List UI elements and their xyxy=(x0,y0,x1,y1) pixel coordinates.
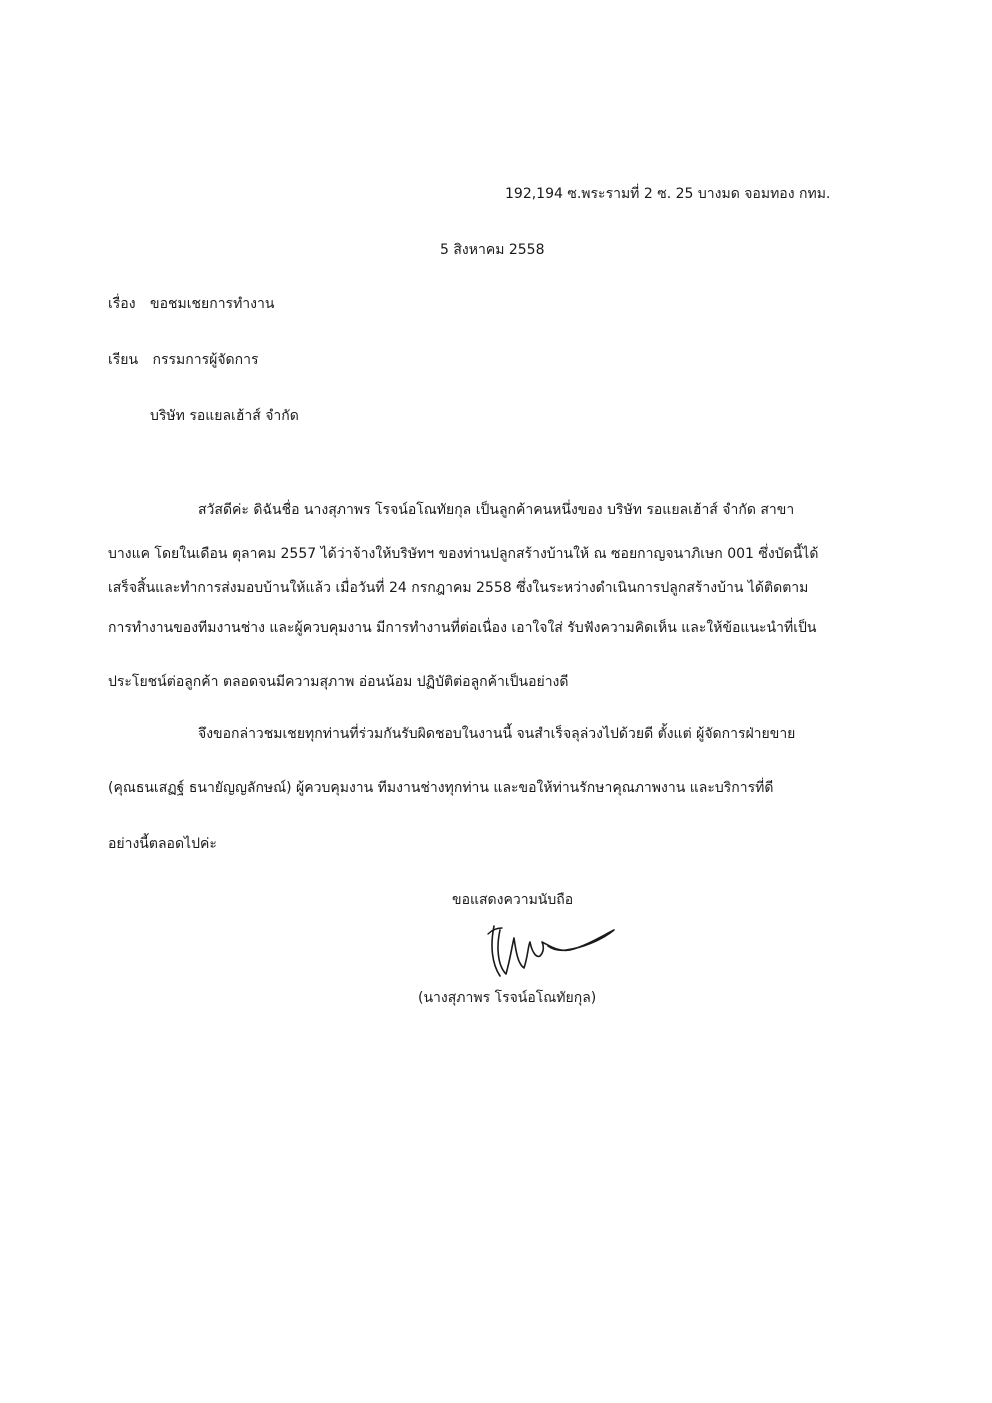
recipient-label: เรียน xyxy=(108,352,139,368)
signer-name: (นางสุภาพร โรจน์อโณทัยกุล) xyxy=(418,990,597,1006)
subject-line xyxy=(108,294,274,314)
body-line: สวัสดีค่ะ ดิฉันชื่อ นางสุภาพร โรจน์อโณทัยกุล เป็นลูกค้าคนหนึ่งของ บริษัท รอแยลเฮ้าส์ จำกัด สาขา xyxy=(198,502,795,518)
recipient-line xyxy=(108,350,259,370)
subject-label: เรื่อง xyxy=(108,296,136,312)
body-line: อย่างนี้ตลอดไปค่ะ xyxy=(108,836,217,852)
sender-address: 192,194 ซ.พระรามที่ 2 ซ. 25 บางมด จอมทอง กทม. xyxy=(505,186,831,202)
subject-text: ขอชมเชยการทำงาน xyxy=(150,296,275,312)
recipient-company: บริษัท รอแยลเฮ้าส์ จำกัด xyxy=(150,408,299,424)
closing-phrase: ขอแสดงความนับถือ xyxy=(452,892,574,908)
body-line: ประโยชน์ต่อลูกค้า ตลอดจนมีความสุภาพ อ่อนน้อม ปฏิบัติต่อลูกค้าเป็นอย่างดี xyxy=(108,674,569,690)
body-line: (คุณธนเสฏฐ์ ธนายัญญลักษณ์) ผู้ควบคุมงาน ทีมงานช่างทุกท่าน และขอให้ท่านรักษาคุณภาพงาน และบริการที่ดี xyxy=(108,780,774,796)
body-line: การทำงานของทีมงานช่าง และผู้ควบคุมงาน มีการทำงานที่ต่อเนื่อง เอาใจใส่ รับฟังความคิดเห็น และให้ข้อแนะนำที่เป็น xyxy=(108,620,817,636)
recipient-title: กรรมการผู้จัดการ xyxy=(152,352,259,368)
body-line: เสร็จสิ้นและทำการส่งมอบบ้านให้แล้ว เมื่อวันที่ 24 กรกฎาคม 2558 ซึ่งในระหว่างดำเนินการปลูกสร้างบ้าน ได้ติดตาม xyxy=(108,580,809,596)
handwritten-signature xyxy=(482,916,622,986)
body-line: จึงขอกล่าวชมเชยทุกท่านที่ร่วมกันรับผิดชอบในงานนี้ จนสำเร็จลุล่วงไปด้วยดี ตั้งแต่ ผู้จัดการฝ่ายขาย xyxy=(198,726,796,742)
body-line: บางแค โดยในเดือน ตุลาคม 2557 ได้ว่าจ้างให้บริษัทฯ ของท่านปลูกสร้างบ้านให้ ณ ซอยกาญจนาภิเษก 001 ซึ่งบัดนี้ได้ xyxy=(108,546,819,562)
letter-date: 5 สิงหาคม 2558 xyxy=(440,242,545,258)
